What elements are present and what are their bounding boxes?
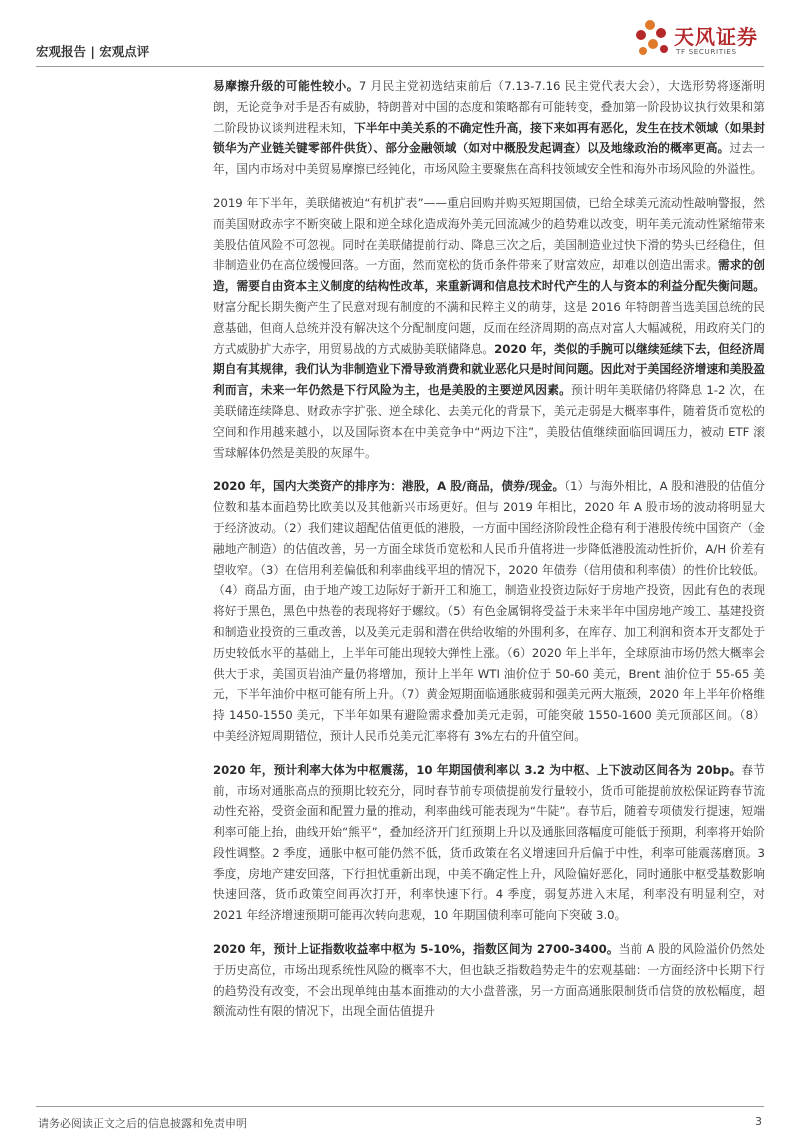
body-text: 2019 年下半年，美联储被迫“有机扩表”——重启回购并购买短期国债，已给全球美元流动性敲响警报，然而美国财政赤字不断突破上限和逆全球化造成海外美元回流减少的趋势难以改变，明年美元流动性紧缩带来美股估值风险不可忽视。同时在美联储提前行动、降息三次之后，美国制造业过快下滑的势头已经稳住，但非制造业仍在高位缓慢回落。一方面，然而宽松的货币条件带来了财富效应，却难以创造出需求。 — [213, 195, 765, 273]
body-text: 春节前，市场对通胀高点的预期比较充分，同时春节前专项债提前发行量较小，货币可能提前放松保证跨春节流动性充裕，受资金面和配置力量的推动，利率曲线可能表现为“牛陡”。春节后，随着专项债发行提速，短端利率可能上抬，曲线开始“熊平”，叠加经济开门红预期上升以及通胀回落幅度可能低于预期，利率将开始阶段性调整。2 季度，通胀中枢可能仍然不低，货币政策在名义增速回升后偏于中性，利率可能震荡磨顶。3 季度，房地产建安回落，下行担忧重新出现，中美不确定性上升，风险偏好恶化，同时通胀中枢受基数影响快速回落，货币政策空间再次打开，利率快速下行。4 季度，弱复苏进入末尾，利率没有明显利空，对 2021 年经济增速预期可能再次转向悲观，10 年期国债利率可能向下突破 3.0。 — [213, 762, 765, 923]
page-footer — [36, 1106, 764, 1133]
body-text: 过去一年，国内市场对中美贸易摩擦已经钝化，市场风险主要聚焦在高科技领域安全性和海外市场风险的外溢性。 — [213, 141, 765, 177]
emphasis-text: 2020 年，类似的手腕可以继续延续下去，但经济周期自有其规律，我们认为非制造业下滑导致消费和就业恶化只是时间问题。因此对于美国经济增速和美股盈利而言，未来一年仍然是下行风险为主，也是美股的主要逆风因素。 — [213, 341, 765, 398]
page-number: 3 — [755, 1115, 762, 1128]
page-header — [36, 0, 764, 67]
disclaimer-note: 请务必阅读正文之后的信息披露和免责申明 — [38, 1117, 247, 1130]
emphasis-text: 2020 年，预计利率大体为中枢震荡，10 年期国债利率以 3.2 为中枢、上下波动区间各为 20bp。 — [213, 762, 742, 777]
body-paragraph — [213, 476, 765, 746]
body-paragraph — [213, 760, 765, 926]
body-text: 预计明年美联储仍将降息 1-2 次，在美联储连续降息、财政赤字扩张、逆全球化、去美元化的背景下，美元走弱是大概率事件，随着货币宽松的空间和作用越来越小，以及国际资本在中美竞争中“两边下注”，美股估值继续面临回调压力，被动 ETF 滚雪球解体仍然是美股的灰犀牛。 — [213, 383, 765, 460]
body-text: （1）与海外相比，A 股和港股的估值分位数和基本面趋势比欧美以及其他新兴市场更好。但与 2019 年相比，2020 年 A 股市场的波动将明显大于经济波动。（2）我们建议超配估值更低的港股，一方面中国经济阶段性企稳有利于港股传统中国资产（金融地产制造）的估值改善，另一方面全球货币宽松和人民币升值将进一步降低港股流动性折价，A/H 价差有望收窄。（3）在信用利差偏低和利率曲线平坦的情况下，2020 年债券（信用债和利率债）的性价比较低。（4）商品方面，由于地产竣工边际好于新开工和施工，制造业投资边际好于房地产投资，因此有色的表现将好于黑色，黑色中热卷的表现将好于螺纹。（5）有色金属铜将受益于未来半年中国房地产竣工、基建投资和制造业投资的三重改善，以及美元走弱和潜在供给收缩的外围利多，在库存、加工利润和资本开支都处于历史较低水平的基础上，上半年可能出现较大弹性上涨。（6）2020 年上半年，全球原油市场仍然大概率会供大于求，美国页岩油产量仍将增加，预计上半年 WTI 油价位于 50-60 美元，Brent 油价位于 55-65 美元，下半年油价中枢可能有所上升。（7）黄金短期面临通胀疲弱和强美元两大瓶颈，2020 年上半年价格维持 1450-1550 美元，下半年如果有避险需求叠加美元走弱，可能突破 1550-1600 美元顶部区间。（8）中美经济短周期错位，预计人民币兑美元汇率将有 3%左右的升值空间。 — [213, 479, 766, 743]
emphasis-text: 下半年中美关系的不确定性升高，接下来如再有恶化，发生在技术领域（如果封锁华为产业链关键零部件供货）、部分金融领域（如对中概股发起调查）以及地缘政治的概率更高。 — [213, 120, 765, 156]
logo-name-cn: 天风证券 — [674, 25, 758, 49]
body-text: 当前 A 股的风险溢价仍然处于历史高位，市场出现系统性风险的概率不大，但也缺乏指数趋势走牛的宏观基础：一方面经济中长期下行的趋势没有改变，不会出现单纯由基本面推动的大小盘普涨，另一方面高通胀限制货币信贷的放松幅度，超额流动性有限的情况下，出现全面估值提升 — [213, 942, 765, 1019]
body-text: 财富分配长期失衡产生了民意对现有制度的不满和民粹主义的萌芽，这是 2016 年特朗普当选美国总统的民意基础，但商人总统并没有解决这个分配制度问题，反而在经济周期的高点对富人大幅减税，用政府关门的方式威胁扩大赤字，用贸易战的方式威胁美联储降息。 — [213, 299, 765, 356]
emphasis-text: 需求的创造，需要自由资本主义制度的结构性改革，来重新调和信息技术时代产生的人与资本的利益分配失衡问题。 — [213, 258, 765, 294]
tf-logo-icon — [634, 18, 672, 58]
body-paragraph — [213, 76, 765, 180]
emphasis-text: 2020 年，预计上证指数收益率中枢为 5-10%，指数区间为 2700-3400。 — [213, 942, 619, 957]
logo-name-en: TF SECURITIES — [676, 47, 737, 56]
body-paragraph — [213, 193, 765, 463]
emphasis-text: 易摩擦升级的可能性较小。 — [213, 79, 359, 93]
body-paragraph — [213, 939, 765, 1022]
report-body — [213, 76, 765, 1035]
company-logo — [634, 18, 764, 60]
emphasis-text: 2020 年，国内大类资产的排序为：港股，A 股/商品，债券/现金。 — [213, 479, 565, 494]
breadcrumb: 宏观报告 | 宏观点评 — [36, 44, 150, 59]
body-text: 7 月民主党初选结束前后（7.13-7.16 民主党代表大会），大选形势将逐渐明朗，无论竞争对手是否有威胁，特朗普对中国的态度和策略都有可能转变，叠加第一阶段协议执行效果和第二阶段协议谈判进程未知， — [213, 79, 765, 135]
